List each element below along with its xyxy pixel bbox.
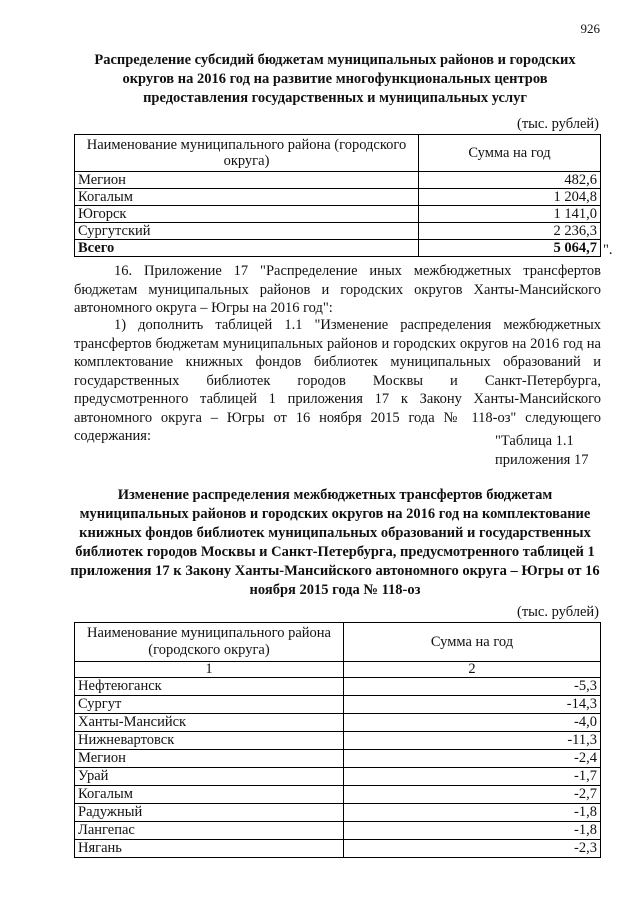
column-index-2: 2 bbox=[344, 662, 601, 678]
sum-value: -2,7 bbox=[344, 786, 601, 804]
table-row bbox=[75, 804, 601, 822]
sum-value: -1,7 bbox=[344, 768, 601, 786]
municipality-name: Югорск bbox=[75, 206, 419, 223]
column-header-sum: Сумма на год bbox=[344, 623, 601, 662]
sum-value: -1,8 bbox=[344, 822, 601, 840]
column-index-row bbox=[75, 662, 601, 678]
municipality-name: Мегион bbox=[75, 750, 344, 768]
sum-value: 1 141,0 bbox=[419, 206, 601, 223]
municipality-name: Нефтеюганск bbox=[75, 678, 344, 696]
table-row bbox=[75, 223, 601, 240]
table-row bbox=[75, 678, 601, 696]
table-row bbox=[75, 172, 601, 189]
unit-label: (тыс. рублей) bbox=[517, 604, 599, 620]
municipality-name: Нижневартовск bbox=[75, 732, 344, 750]
sum-value: -14,3 bbox=[344, 696, 601, 714]
column-header-name: Наименование муниципального района (городского округа) bbox=[75, 135, 419, 172]
column-header-sum: Сумма на год bbox=[419, 135, 601, 172]
column-index-1: 1 bbox=[75, 662, 344, 678]
sum-value: -2,3 bbox=[344, 840, 601, 858]
paragraph-1 bbox=[74, 316, 601, 446]
paragraph-1-text: 1) дополнить таблицей 1.1 "Изменение распределения межбюджетных трансфертов бюджетам муниципальных районов и городских округов на 2016 год на комплектование книжных фондов библиотек муниципальных образований и государственных библиотек городов Москвы и Санкт-Петербурга, предусмотренного таблицей 1 приложения 17 к Закону Ханты-Мансийского автономного округа – Югры от 16 ноября 2015 года № 118-оз" следующего содержания: bbox=[74, 317, 601, 444]
municipality-name: Когалым bbox=[75, 189, 419, 206]
municipality-name: Когалым bbox=[75, 786, 344, 804]
table-row bbox=[75, 732, 601, 750]
total-label: Всего bbox=[75, 240, 419, 257]
table-row bbox=[75, 189, 601, 206]
table-row bbox=[75, 768, 601, 786]
municipality-name: Урай bbox=[75, 768, 344, 786]
table-label-line1: "Таблица 1.1 bbox=[495, 433, 574, 449]
municipality-name: Нягань bbox=[75, 840, 344, 858]
municipality-name: Сургутский bbox=[75, 223, 419, 240]
sum-value: 1 204,8 bbox=[419, 189, 601, 206]
table-row bbox=[75, 696, 601, 714]
sum-value: -4,0 bbox=[344, 714, 601, 732]
sum-value: 482,6 bbox=[419, 172, 601, 189]
table-header-row bbox=[75, 135, 601, 172]
municipality-name: Ханты-Мансийск bbox=[75, 714, 344, 732]
closing-quote: ". bbox=[603, 242, 613, 258]
subsidy-table bbox=[74, 134, 601, 257]
sum-value: -1,8 bbox=[344, 804, 601, 822]
paragraph-16-text: 16. Приложение 17 "Распределение иных межбюджетных трансфертов бюджетам муниципальных районов и городских округов Ханты-Мансийского автономного округа – Югры на 2016 год": bbox=[74, 263, 601, 316]
unit-label: (тыс. рублей) bbox=[517, 116, 599, 132]
table-row bbox=[75, 786, 601, 804]
paragraph-16 bbox=[74, 262, 601, 318]
sum-value: -2,4 bbox=[344, 750, 601, 768]
sum-value: -5,3 bbox=[344, 678, 601, 696]
total-value: 5 064,7 bbox=[419, 240, 601, 257]
column-header-name: Наименование муниципального района (городского округа) bbox=[75, 623, 344, 662]
municipality-name: Радужный bbox=[75, 804, 344, 822]
sum-value: 2 236,3 bbox=[419, 223, 601, 240]
transfer-change-heading: Изменение распределения межбюджетных трансфертов бюджетам муниципальных районов и городских округов на 2016 год на комплектование книжных фондов библиотек муниципальных образований и государственных библиотек городов Москвы и Санкт-Петербурга, предусмотренного таблицей 1 приложения 17 к Закону Ханты-Мансийского автономного округа – Югры от 16 ноября 2015 года № 118-оз bbox=[70, 487, 600, 598]
total-row bbox=[75, 240, 601, 257]
table-row bbox=[75, 714, 601, 732]
table-label bbox=[495, 432, 588, 470]
page-number: 926 bbox=[580, 21, 600, 36]
municipality-name: Лангепас bbox=[75, 822, 344, 840]
table-row bbox=[75, 840, 601, 858]
municipality-name: Сургут bbox=[75, 696, 344, 714]
subsidy-distribution-heading: Распределение субсидий бюджетам муниципальных районов и городских округов на 2016 год на развитие многофункциональных центров предоставления государственных и муниципальных услуг bbox=[94, 52, 576, 106]
table-row bbox=[75, 750, 601, 768]
transfer-change-table bbox=[74, 622, 601, 858]
table-header-row bbox=[75, 623, 601, 662]
table-row bbox=[75, 822, 601, 840]
municipality-name: Мегион bbox=[75, 172, 419, 189]
table-row bbox=[75, 206, 601, 223]
sum-value: -11,3 bbox=[344, 732, 601, 750]
table-label-line2: приложения 17 bbox=[495, 452, 589, 468]
